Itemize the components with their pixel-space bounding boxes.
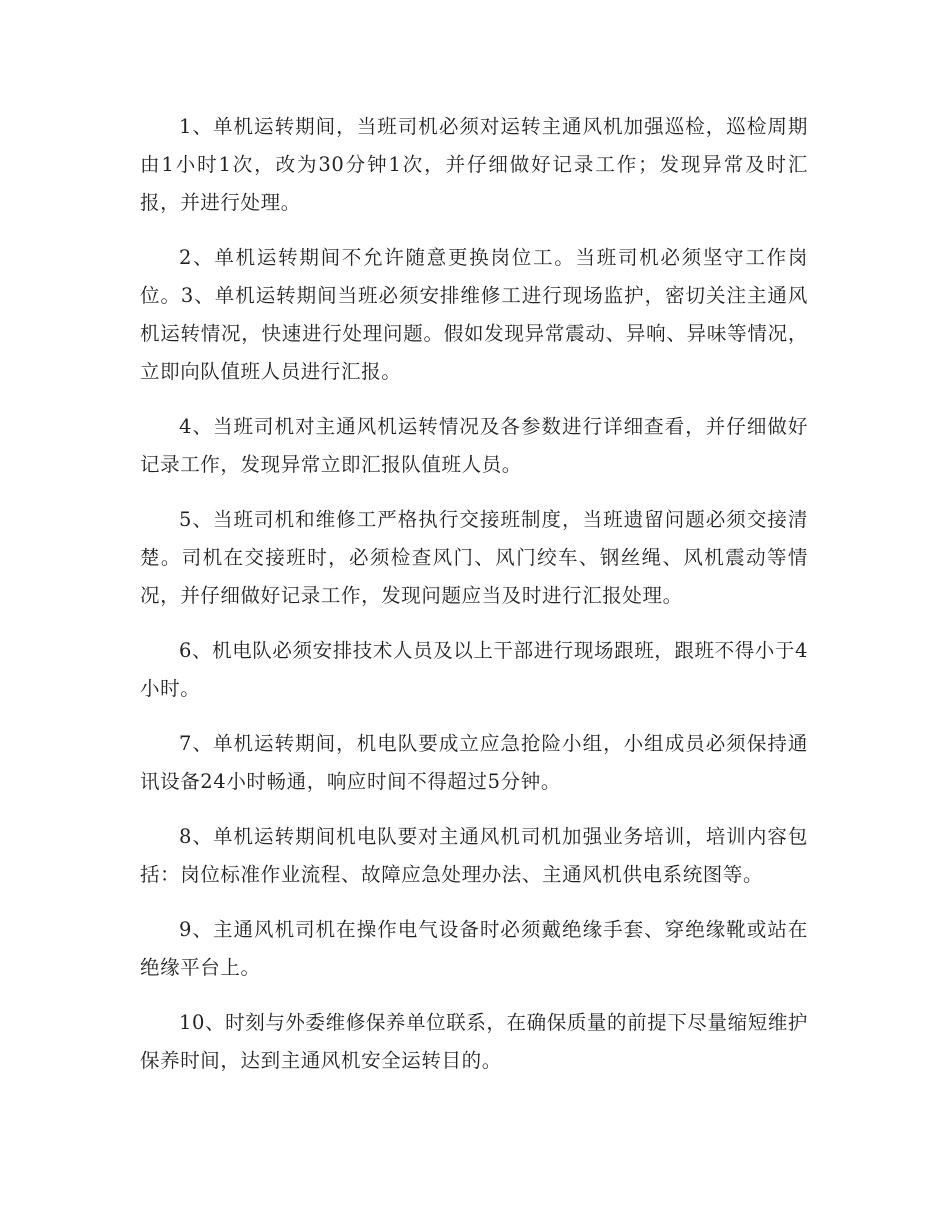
paragraph-6: 7、单机运转期间，机电队要成立应急抢险小组，小组成员必须保持通讯设备24小时畅通，响应时间不得超过5分钟。 <box>140 732 808 793</box>
paragraph-2: 2、单机运转期间不允许随意更换岗位工。当班司机必须坚守工作岗位。3、单机运转期间当班必须安排维修工进行现场监护，密切关注主通风机运转情况，快速进行处理问题。假如发现异常震动、异响、异味等情况，立即向队值班人员进行汇报。 <box>140 246 808 383</box>
paragraph-5: 6、机电队必须安排技术人员及以上干部进行现场跟班，跟班不得小于4小时。 <box>140 639 809 700</box>
paragraph-3: 4、当班司机对主通风机运转情况及各参数进行详细查看，并仔细做好记录工作，发现异常立即汇报队值班人员。 <box>140 415 808 476</box>
paragraph-7: 8、单机运转期间机电队要对主通风机司机加强业务培训，培训内容包括：岗位标准作业流程、故障应急处理办法、主通风机供电系统图等。 <box>140 825 808 886</box>
paragraph-8: 9、主通风机司机在操作电气设备时必须戴绝缘手套、穿绝缘靴或站在绝缘平台上。 <box>140 918 808 979</box>
paragraph-4: 5、当班司机和维修工严格执行交接班制度，当班遗留问题必须交接清楚。司机在交接班时，必须检查风门、风门绞车、钢丝绳、风机震动等情况，并仔细做好记录工作，发现问题应当及时进行汇报处理。 <box>140 508 808 607</box>
paragraph-1: 1、单机运转期间，当班司机必须对运转主通风机加强巡检，巡检周期由1小时1次，改为30分钟1次，并仔细做好记录工作；发现异常及时汇报，并进行处理。 <box>140 115 808 214</box>
document-body <box>140 108 808 1097</box>
paragraph-9: 10、时刻与外委维修保养单位联系，在确保质量的前提下尽量缩短维护保养时间，达到主通风机安全运转目的。 <box>140 1011 809 1072</box>
